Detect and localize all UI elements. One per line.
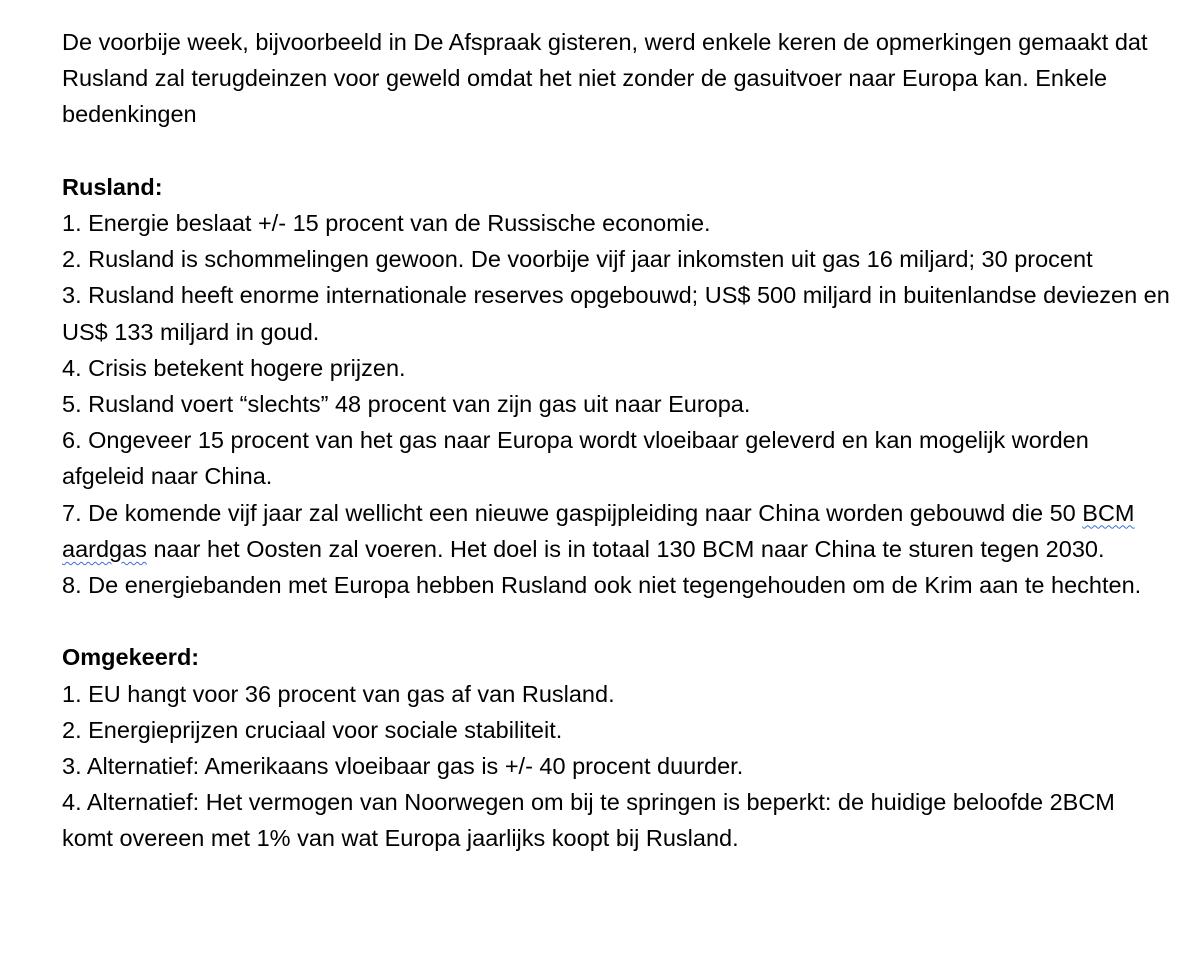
- blank-line: [62, 133, 1172, 169]
- list-item: 1. EU hangt voor 36 procent van gas af van Rusland.: [62, 680, 615, 707]
- list-item: 4. Alternatief: Het vermogen van Noorwegen om bij te springen is beperkt: de huidige beloofde 2BCM komt overeen met 1% van wat Europa jaarlijks koopt bij Rusland.: [62, 789, 1115, 852]
- omgekeerd-list: [62, 676, 1172, 857]
- list-item: 6. Ongeveer 15 procent van het gas naar Europa wordt vloeibaar geleverd en kan mogelijk worden afgeleid naar China.: [62, 427, 1089, 490]
- list-item: 3. Alternatief: Amerikaans vloeibaar gas is +/- 40 procent duurder.: [62, 753, 744, 780]
- blank-line: [62, 603, 1172, 639]
- rusland-list: [62, 205, 1172, 603]
- list-item: 3. Rusland heeft enorme internationale reserves opgebouwd; US$ 500 miljard in buitenlandse deviezen en US$ 133 miljard in goud.: [62, 282, 1170, 345]
- list-item-text: 7. De komende vijf jaar zal wellicht een nieuwe gaspijpleiding naar China worden gebouwd die 50: [62, 499, 1083, 526]
- spellcheck-flagged-text[interactable]: BCM aardgas: [62, 499, 1135, 562]
- list-item: 5. Rusland voert “slechts” 48 procent van zijn gas uit naar Europa.: [62, 391, 751, 418]
- list-item: 2. Energieprijzen cruciaal voor sociale stabiliteit.: [62, 716, 563, 743]
- section-heading-rusland: Rusland:: [62, 173, 163, 200]
- list-item: 2. Rusland is schommelingen gewoon. De voorbije vijf jaar inkomsten uit gas 16 miljard; 30 procent: [62, 246, 1093, 273]
- list-item: 1. Energie beslaat +/- 15 procent van de Russische economie.: [62, 210, 711, 236]
- list-item: [62, 495, 1172, 567]
- intro-paragraph: De voorbije week, bijvoorbeeld in De Afspraak gisteren, werd enkele keren de opmerkingen gemaakt dat Rusland zal terugdeinzen voor geweld omdat het niet zonder de gasuitvoer naar Europa kan. Enkele bedenkingen: [62, 29, 1148, 128]
- section-heading-omgekeerd: Omgekeerd:: [62, 644, 200, 671]
- list-item: 8. De energiebanden met Europa hebben Rusland ook niet tegengehouden om de Krim aan te hechten.: [62, 572, 1142, 599]
- list-item: 4. Crisis betekent hogere prijzen.: [62, 354, 406, 381]
- document-body: [62, 24, 1172, 857]
- list-item-text: naar het Oosten zal voeren. Het doel is in totaal 130 BCM naar China te sturen tegen 2030.: [146, 535, 1105, 562]
